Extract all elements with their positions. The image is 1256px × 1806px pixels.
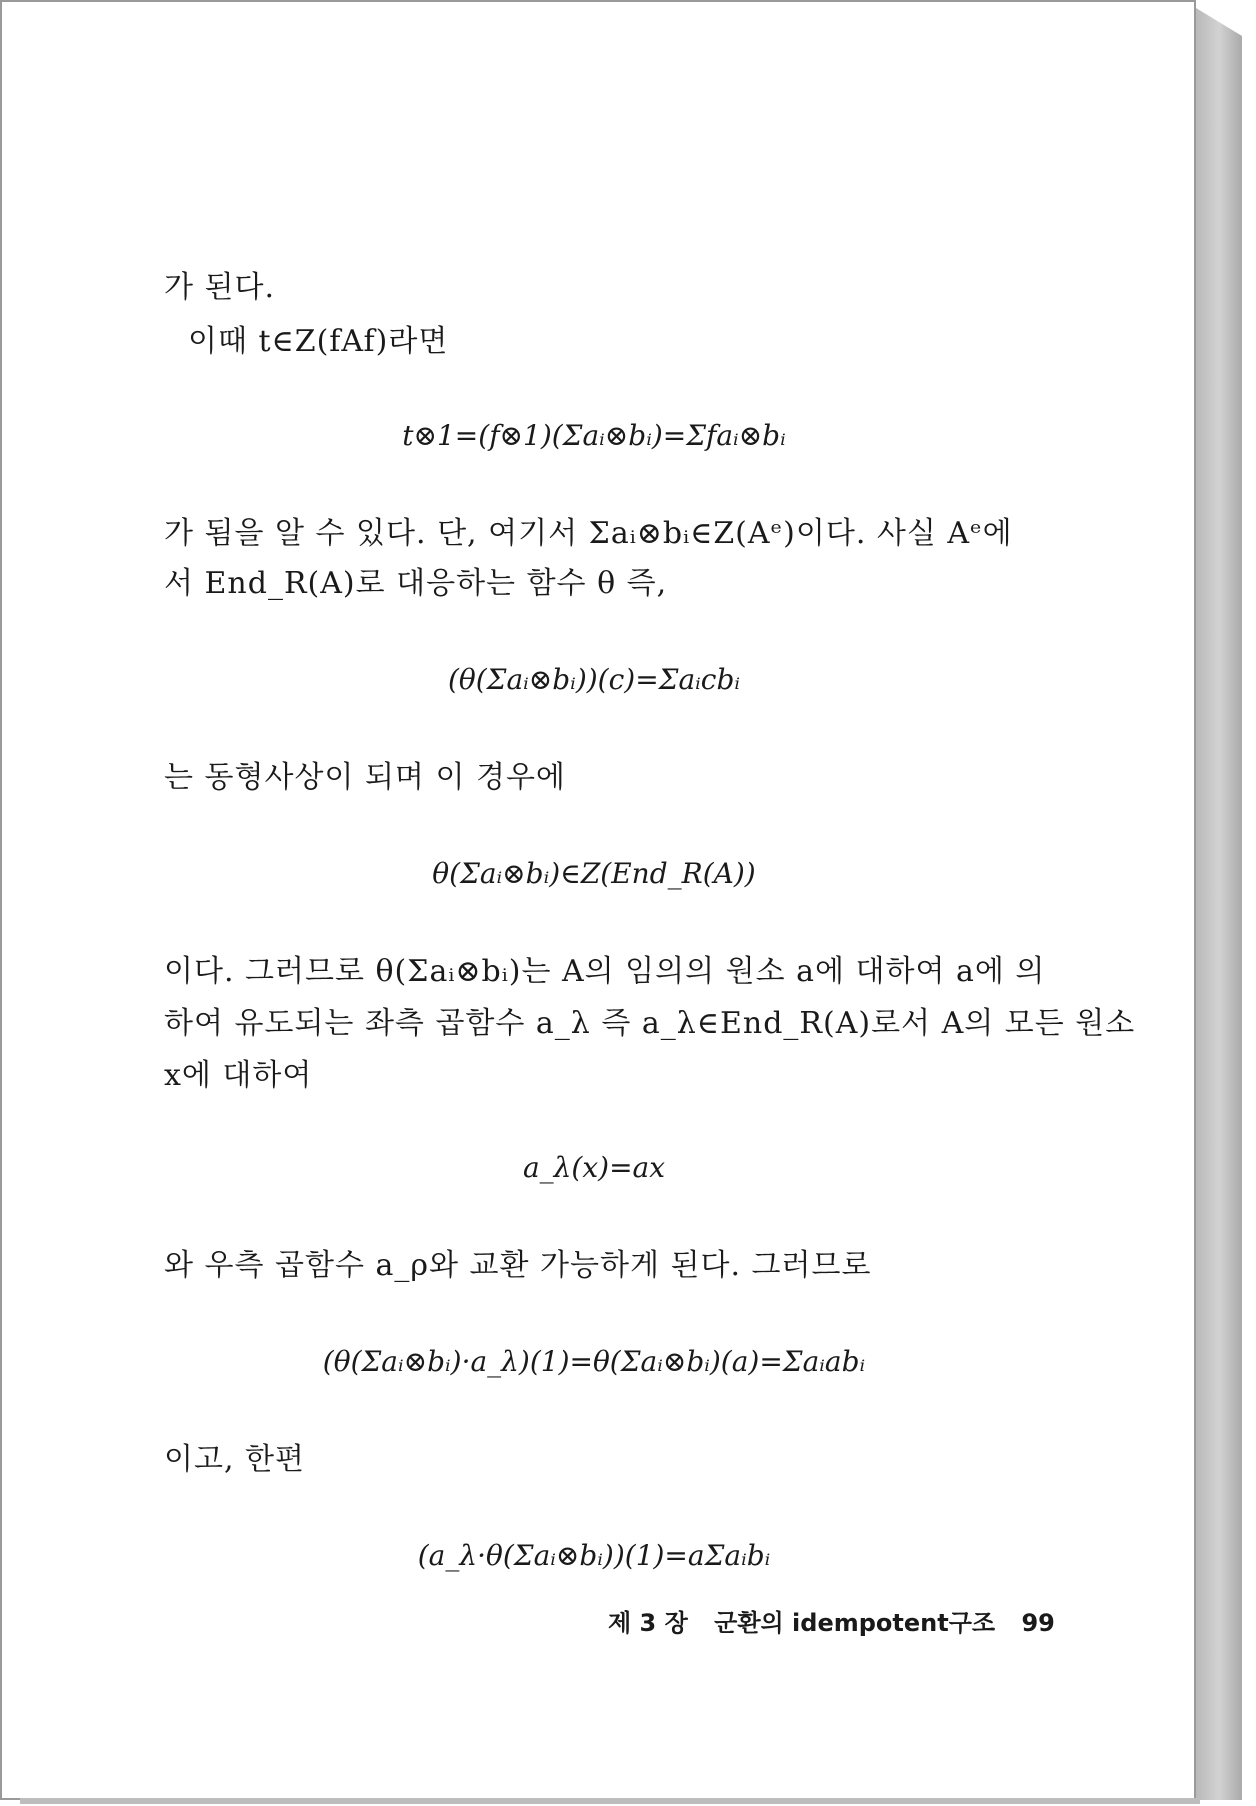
footer-page-number: 99 [1021,1609,1055,1637]
equation-3: θ(Σaᵢ⊗bᵢ)∈Z(End_R(A)) [432,857,756,890]
equation-5: (θ(Σaᵢ⊗bᵢ)·a_λ)(1)=θ(Σaᵢ⊗bᵢ)(a)=Σaᵢabᵢ [322,1345,866,1378]
equation-6: (a_λ·θ(Σaᵢ⊗bᵢ))(1)=aΣaᵢbᵢ [417,1539,771,1572]
page-footer [608,1608,1055,1638]
equation-1: t⊗1=(f⊗1)(Σaᵢ⊗bᵢ)=Σfaᵢ⊗bᵢ [402,419,786,452]
equation-2: (θ(Σaᵢ⊗bᵢ))(c)=Σaᵢcbᵢ [447,663,741,696]
text-line-5: 는 동형사상이 되며 이 경우에 [164,760,566,795]
footer-title: 군환의 idempotent구조 [714,1609,996,1637]
page-edge-shadow [1196,8,1242,1800]
text-line-6: 이다. 그러므로 θ(Σaᵢ⊗bᵢ)는 A의 임의의 원소 a에 대하여 a에 의 [164,954,1046,989]
text-line-4: 서 End_R(A)로 대응하는 함수 θ 즉, [164,566,668,601]
text-line-8: x에 대하여 [164,1058,313,1093]
text-line-1: 가 된다. [164,270,276,305]
page-bottom-shadow [20,1798,1200,1804]
footer-chapter: 제 3 장 [608,1609,688,1637]
text-line-9: 와 우측 곱함수 a_ρ와 교환 가능하게 된다. 그러므로 [164,1248,872,1283]
text-line-7: 하여 유도되는 좌측 곱함수 a_λ 즉 a_λ∈End_R(A)로서 A의 모든 원소 [164,1006,1136,1041]
text-line-3: 가 됨을 알 수 있다. 단, 여기서 Σaᵢ⊗bᵢ∈Z(Aᵉ)이다. 사실 Aᵉ에 [164,516,1013,551]
text-line-10: 이고, 한편 [164,1442,305,1477]
text-line-2: 이때 t∈Z(fAf)라면 [188,324,449,359]
equation-4: a_λ(x)=ax [522,1151,666,1184]
